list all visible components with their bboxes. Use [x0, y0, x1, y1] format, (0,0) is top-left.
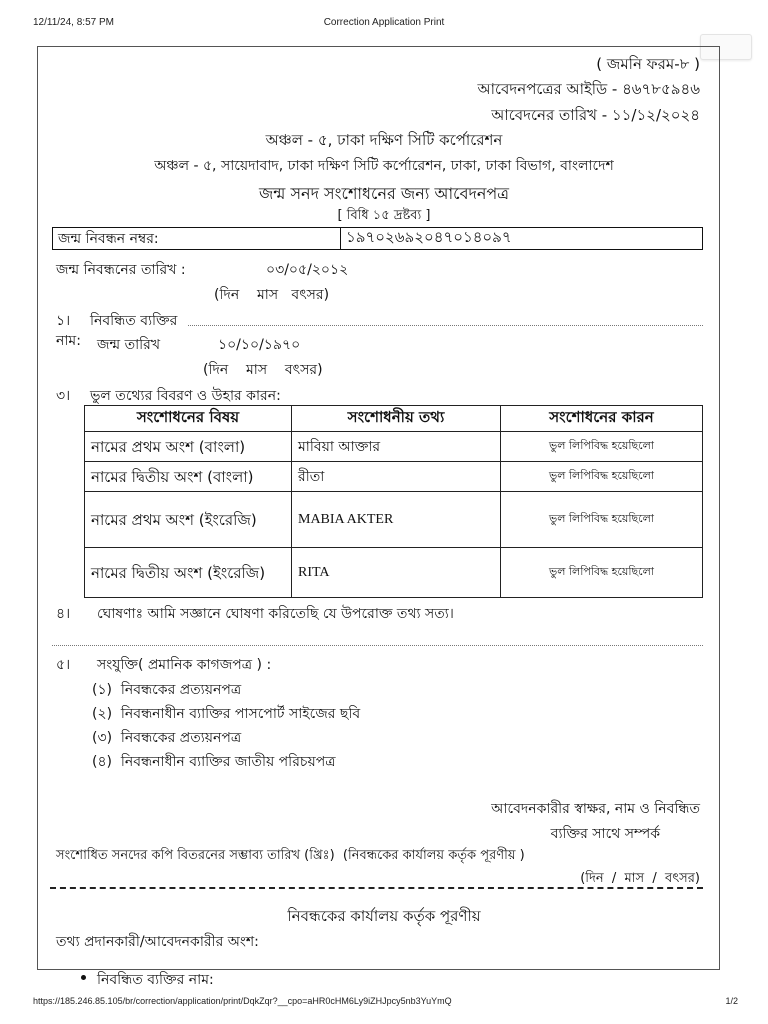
- table-row: [85, 548, 703, 598]
- form-number: ( জমনি ফরম-৮ ): [596, 55, 700, 73]
- application-date: আবেদনের তারিখ - ১১/১২/২০২৪: [491, 106, 700, 124]
- row-value: রীতা: [292, 462, 501, 492]
- row-reason: ভুল লিপিবিদ্ধ হয়েছিলো: [501, 548, 703, 598]
- dob-format: (দিন মাস বৎসর): [203, 362, 323, 378]
- registration-number-label: জন্ম নিবন্ধন নম্বর:: [53, 228, 341, 249]
- section-3-label: ভুল তথ্যের বিবরণ ও উহার কারন:: [90, 388, 281, 404]
- form-heading: জন্ম সনদ সংশোধনের জন্য আবেদনপত্র: [258, 184, 510, 203]
- table-row: [85, 432, 703, 462]
- header-reason: সংশোধনের কারন: [501, 406, 703, 432]
- print-title: Correction Application Print: [323, 17, 445, 28]
- application-id: আবেদনপত্রের আইডি - ৪৬৭৮৫৯৪৬: [477, 80, 700, 98]
- delivery-date-format: (দিন / মাস / বৎসর): [580, 871, 700, 886]
- page-url: https://185.246.85.105/br/correction/application/print/DqkZqr?__cpo=aHR0cHM6Ly9iZHJpcy5nb3YuYmQ: [33, 996, 452, 1006]
- signature-line-2: ব্যক্তির সাথে সম্পর্ক: [550, 826, 660, 842]
- attachments-label: সংযুক্তি( প্রমানিক কাগজপত্র ) :: [97, 657, 272, 673]
- row-subject: নামের দ্বিতীয় অংশ (বাংলা): [85, 462, 292, 492]
- section-1-number: ১।: [56, 313, 71, 329]
- header-value: সংশোধনীয় তথ্য: [292, 406, 501, 432]
- registration-date-label: জন্ম নিবন্ধনের তারিখ :: [56, 262, 186, 278]
- correction-table-header: [85, 406, 703, 432]
- attachment-item: (১) নিবন্ধকের প্রত্যয়নপত্র: [92, 682, 242, 698]
- section-5-number: ৫।: [56, 657, 71, 673]
- office-separator: [50, 887, 703, 889]
- section-4-number: ৪।: [56, 606, 71, 622]
- section-3-number: ৩।: [56, 388, 71, 404]
- office-section-title: নিবন্ধকের কার্যালয় কর্তৃক পূরণীয়: [287, 907, 481, 925]
- row-value: RITA: [292, 548, 501, 598]
- office-line-1: অঞ্চল - ৫, ঢাকা দক্ষিণ সিটি কর্পোরেশন: [265, 131, 503, 149]
- page-count: 1/2: [725, 996, 738, 1006]
- dob-label: জন্ম তারিখ: [97, 337, 161, 353]
- registration-date-value: ০৩/০৫/২০১২: [266, 262, 349, 278]
- header-subject: সংশোধনের বিষয়: [85, 406, 292, 432]
- declaration-dotted-line: [52, 645, 703, 646]
- row-reason: ভুল লিপিবিদ্ধ হয়েছিলো: [501, 432, 703, 462]
- print-datetime: 12/11/24, 8:57 PM: [33, 17, 114, 28]
- correction-table: [84, 405, 703, 598]
- row-value: মাবিয়া আক্তার: [292, 432, 501, 462]
- registration-number-value: ১৯৭০২৬৯২০৪৭০১৪০৯৭: [346, 228, 512, 246]
- row-reason: ভুল লিপিবিদ্ধ হয়েছিলো: [501, 462, 703, 492]
- section-1-label: নিবন্ধিত ব্যক্তির: [90, 313, 178, 329]
- attachment-item: (২) নিবন্ধনাধীন ব্যাক্তির পাসপোর্ট সাইজের ছবি: [92, 706, 361, 722]
- row-subject: নামের দ্বিতীয় অংশ (ইংরেজি): [85, 548, 292, 598]
- row-subject: নামের প্রথম অংশ (বাংলা): [85, 432, 292, 462]
- registration-date-format: (দিন মাস বৎসর): [214, 287, 330, 303]
- section-1-label-2: নাম:: [56, 333, 81, 349]
- table-row: [85, 462, 703, 492]
- registration-number-box: [52, 227, 703, 250]
- attachment-item: (৩) নিবন্ধকের প্রত্যয়নপত্র: [92, 730, 242, 746]
- print-header: [0, 17, 768, 31]
- name-dotted-line: [188, 325, 703, 326]
- row-value: MABIA AKTER: [292, 492, 501, 548]
- bullet-item-label: নিবন্ধিত ব্যক্তির নাম:: [97, 972, 214, 988]
- print-footer: [0, 996, 768, 1010]
- table-row: [85, 492, 703, 548]
- office-line-2: অঞ্চল - ৫, সায়েদাবাদ, ঢাকা দক্ষিণ সিটি কর্পোরেশন, ঢাকা, ঢাকা বিভাগ, বাংলাদেশ: [154, 158, 614, 174]
- row-reason: ভুল লিপিবিদ্ধ হয়েছিলো: [501, 492, 703, 548]
- office-section-subtitle: তথ্য প্রদানকারী/আবেদনকারীর অংশ:: [56, 934, 259, 950]
- declaration-text: ঘোষণাঃ আমি সজ্ঞানে ঘোষণা করিতেছি যে উপরোক্ত তথ্য সত্য।: [97, 606, 454, 622]
- row-subject: নামের প্রথম অংশ (ইংরেজি): [85, 492, 292, 548]
- attachment-item: (৪) নিবন্ধনাধীন ব্যাক্তির জাতীয় পরিচয়পত্র: [92, 754, 336, 770]
- bullet-icon: [81, 975, 86, 980]
- rule-reference: [ বিধি ১৫ দ্রষ্টব্য ]: [337, 208, 431, 223]
- delivery-date-text: সংশোধিত সনদের কপি বিতরনের সম্ভাব্য তারিখ (খ্রিঃ) (নিবন্ধকের কার্যালয় কর্তৃক পূরণীয় ): [56, 848, 525, 863]
- dob-value: ১০/১০/১৯৭০: [218, 337, 301, 353]
- signature-line-1: আবেদনকারীর স্বাক্ষর, নাম ও নিবন্ধিত: [491, 801, 700, 817]
